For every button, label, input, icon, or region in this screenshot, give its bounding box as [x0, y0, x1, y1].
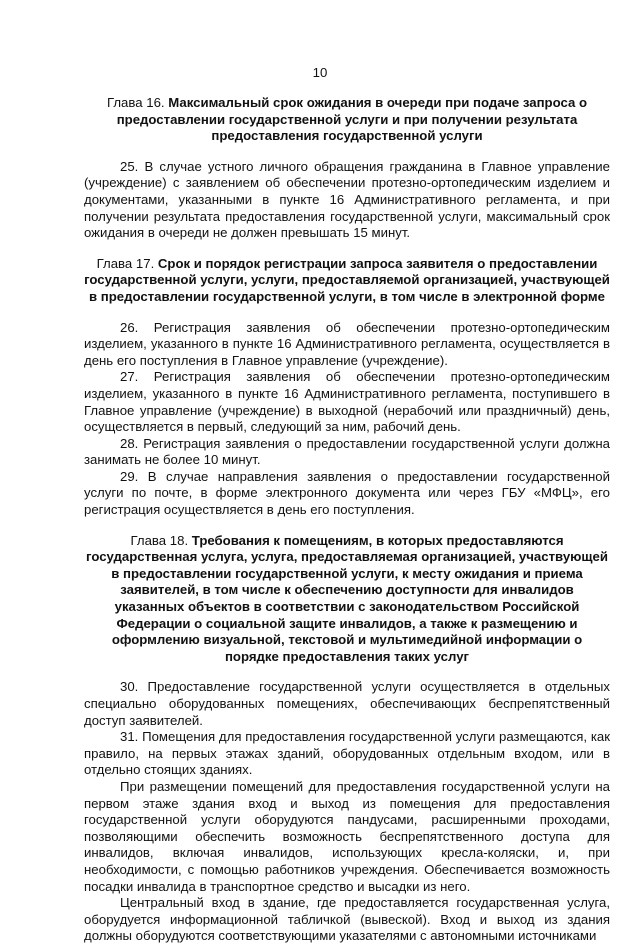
chapter-heading	[84, 95, 610, 145]
paragraph: При размещении помещений для предоставления государственной услуги на первом этаже здания вход и выход из помещения для предоставления государственной услуги оборудуются пандусами, расширенными проходами, позволяющими обеспечить возможность беспрепятственного доступа для инвалидов, включая инвалидов, использующих кресла-коляски, и, при необходимости, с помощью работников учреждения. Обеспечивается возможность посадки инвалида в транспортное средство и высадки из него.	[84, 778, 610, 894]
chapter-heading	[84, 533, 610, 666]
chapter-number: Глава 16.	[106, 95, 169, 110]
paragraph: 30. Предоставление государственной услуги осуществляется в отдельных специально оборудованных помещениях, обеспечивающих беспрепятственный доступ заявителей.	[84, 679, 610, 728]
section-spacer	[84, 242, 610, 256]
chapter-number: Глава 18.	[130, 532, 192, 548]
chapter-heading	[84, 256, 610, 306]
section-spacer	[84, 519, 610, 533]
paragraph: 28. Регистрация заявления о предоставлении государственной услуги должна занимать не более 10 минут.	[84, 435, 610, 468]
document-body	[84, 95, 610, 945]
chapter-title: Срок и порядок регистрации запроса заявителя о предоставлении государственной услуги, услуги, предоставляемой организацией, участвующей в предоставлении государственной услуги, в том числе в электронной форме	[84, 255, 610, 304]
paragraph: 29. В случае направления заявления о предоставлении государственной услуги по почте, в форме электронного документа или через ГБУ «МФЦ», его регистрация осуществляется в день его поступления.	[84, 468, 610, 518]
page-number: 10	[312, 65, 328, 80]
chapter-title: Максимальный срок ожидания в очереди при подаче запроса о предоставлении государственной услуги и при получении результата предоставления государственной услуги	[116, 95, 588, 144]
chapter-title: Требования к помещениям, в которых предоставляются государственная услуга, услуга, предоставляемая организацией, участвующей в предоставлении государственной услуги, к месту ожидания и приема заявителей, в том числе к обеспечению доступности для инвалидов указанных объектов в соответствии с законодательством Российской Федерации о социальной защите инвалидов, а также к размещению и оформлению визуальной, текстовой и мультимедийной информации о порядке предоставления таких услуг	[86, 532, 608, 664]
paragraph: 27. Регистрация заявления об обеспечении протезно-ортопедическим изделием, указанного в пункте 16 Административного регламента, поступившего в Главное управление (учреждение) в выходной (нерабочий или праздничный) день, осуществляется в первый, следующий за ним, рабочий день.	[84, 369, 610, 435]
paragraph: 26. Регистрация заявления об обеспечении протезно-ортопедическим изделием, указанного в пункте 16 Административного регламента, осуществляется в день его поступления в Главное управление (учреждение).	[84, 319, 610, 368]
chapter-number: Глава 17.	[96, 255, 158, 271]
paragraph: 31. Помещения для предоставления государственной услуги размещаются, как правило, на первых этажах зданий, оборудованных отдельным входом, или в отдельно стоящих зданиях.	[84, 729, 610, 778]
paragraph: 25. В случае устного личного обращения гражданина в Главное управление (учреждение) с заявлением об обеспечении протезно-ортопедическим изделием и документами, указанными в пункте 16 Административного регламента, и при получении результата предоставления государственной услуги, максимальный срок ожидания в очереди не должен превышать 15 минут.	[84, 158, 610, 241]
paragraph: Центральный вход в здание, где предоставляется государственная услуга, оборудуется информационной табличкой (вывеской). Вход и выход из здания должны оборудуются соответствующими указателями с автономными источниками	[84, 895, 610, 944]
